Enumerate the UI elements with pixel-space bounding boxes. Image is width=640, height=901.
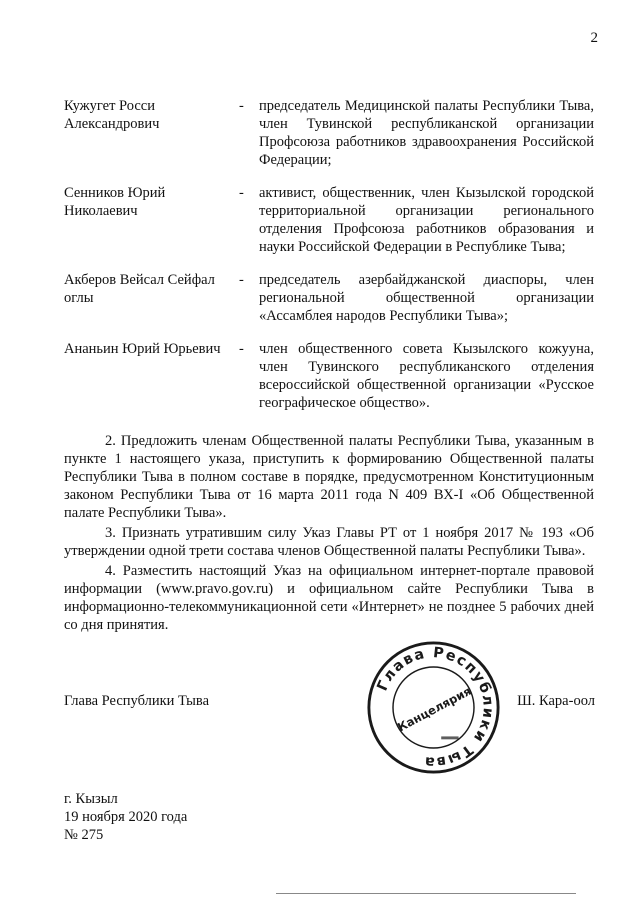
signer-title: Глава Республики Тыва: [64, 693, 210, 709]
member-role: председатель азербайджанской диаспоры, член региональной общественной организации «Ассамблея народов Республики Тыва»;: [259, 272, 594, 324]
member-name: Кужугет Росси Александрович: [64, 98, 160, 132]
member-row: [64, 340, 594, 412]
place-date-block: [64, 790, 187, 844]
member-dash: -: [239, 185, 244, 201]
official-stamp: [366, 640, 501, 775]
city: г. Кызыл: [64, 791, 118, 807]
member-name: Ананьин Юрий Юрьевич: [64, 341, 221, 357]
member-role: председатель Медицинской палаты Республики Тыва, член Тувинской республиканской организации Профсоюза работников здравоохранения Российской Федерации;: [259, 98, 594, 168]
member-dash: -: [239, 272, 244, 288]
member-name: Сенников Юрий Николаевич: [64, 185, 166, 219]
member-dash: -: [239, 341, 244, 357]
decree-date: 19 ноября 2020 года: [64, 809, 188, 825]
page-number: 2: [590, 30, 598, 46]
decree-number: № 275: [64, 827, 104, 843]
member-name: Акберов Вейсал Сейфал оглы: [64, 272, 215, 306]
member-row: [64, 97, 594, 169]
bottom-divider: [276, 893, 576, 894]
stamp-smudge: [441, 736, 458, 739]
member-row: [64, 184, 594, 256]
member-dash: -: [239, 98, 244, 114]
stamp-center-text: Канцелярия: [395, 683, 474, 735]
members-list: [64, 97, 594, 427]
paragraph-3: 3. Признать утратившим силу Указ Главы РТ от 1 ноября 2017 № 193 «Об утверждении одной трети состава членов Общественной палаты Республики Тыва».: [64, 525, 594, 559]
member-role: член общественного совета Кызылского кожууна, член Тувинского республиканского отделения всероссийской общественной организации «Русское географическое общество».: [259, 341, 594, 411]
member-role: активист, общественник, член Кызылской городской территориальной организации регионального отделения Профсоюза работников образования и науки Российской Федерации в Республике Тыва;: [259, 185, 594, 255]
signer-name: Ш. Кара-оол: [517, 693, 595, 709]
member-row: [64, 271, 594, 325]
paragraph-2: 2. Предложить членам Общественной палаты Республики Тыва, указанным в пункте 1 настоящего указа, приступить к формированию Общественной палаты Республики Тыва в полном составе в порядке, предусмотренном Конституционным законом Республики Тыва от 16 марта 2011 года N 409 ВХ-I «Об Общественной палате Республики Тыва».: [64, 433, 594, 521]
paragraph-4: 4. Разместить настоящий Указ на официальном интернет-портале правовой информации (www.pravo.gov.ru) и официальном сайте Республики Тыва в информационно-телекоммуникационной сети «Интернет» не позднее 5 рабочих дней со дня принятия.: [64, 563, 594, 633]
stamp-ring-text: Глава Республики Тыва: [374, 645, 496, 770]
decree-paragraphs: [64, 432, 594, 636]
